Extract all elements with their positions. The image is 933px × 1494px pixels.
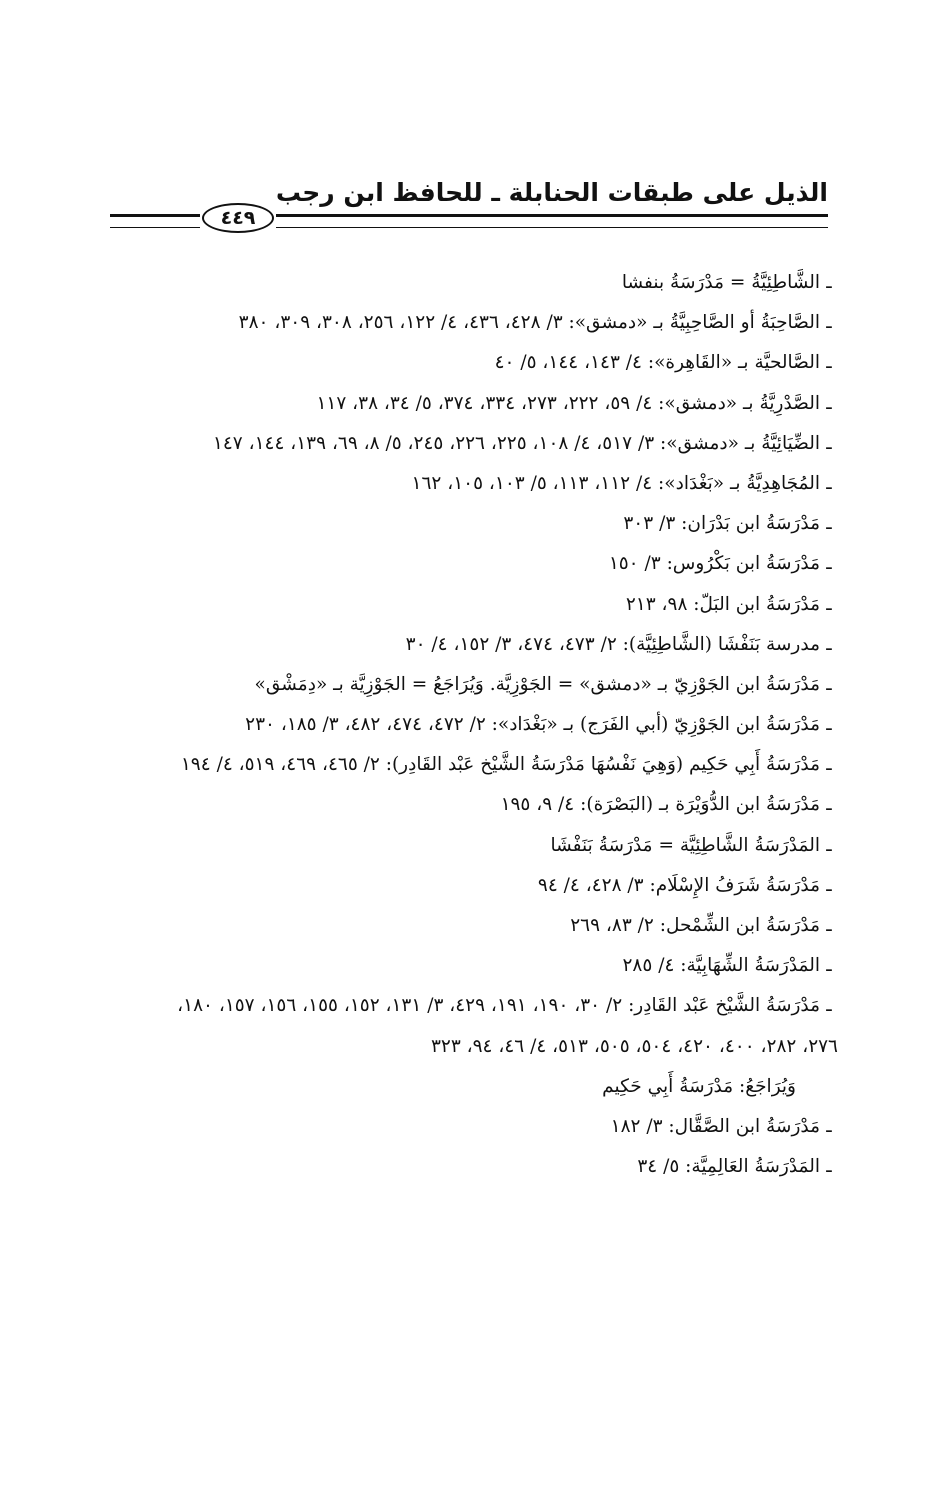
running-title: الذيل على طبقات الحنابلة ـ للحافظ ابن رجب xyxy=(275,178,828,207)
index-entry xyxy=(110,544,838,584)
entry-dash: ـ xyxy=(826,593,832,615)
entry-text: مَدْرَسَةُ ابن الجَوْزِيّ (أبي الفَرَج) بـ «بَغْدَاد»: ٢/ ٤٧٢، ٤٧٤، ٤٨٢، ٣/ ١٨٥، ٢٣٠ xyxy=(245,714,820,736)
entry-dash: ـ xyxy=(826,955,832,977)
entry-text: الصَّدْرِيَّةُ بـ «دمشق»: ٤/ ٥٩، ٢٢٢، ٢٧٣، ٣٣٤، ٣٧٤، ٥/ ٣٤، ٣٨، ١١٧ xyxy=(316,392,820,414)
entry-text: الصَّالحيَّة بـ «القَاهِرة»: ٤/ ١٤٣، ١٤٤، ٥/ ٤٠ xyxy=(494,352,820,374)
index-entry xyxy=(110,906,838,946)
entry-dash: ـ xyxy=(826,794,832,816)
index-entry xyxy=(110,504,838,544)
index-entry xyxy=(110,1147,838,1187)
entry-dash: ـ xyxy=(826,673,832,695)
entry-text: مَدْرَسَةُ أَبِي حَكِيم (وَهِيَ نَفْسُهَا مَدْرَسَةُ الشَّيْخ عَبْد القَادِر): ٢/ ٤٦٥، ٤٦٩، ٥١٩، ٤/ ١٩٤ xyxy=(180,754,820,776)
entry-text: مَدْرَسَةُ ابن الصَّقَّال: ٣/ ١٨٢ xyxy=(610,1115,820,1137)
entry-text: مَدْرَسَةُ شَرَفُ الإِسْلَام: ٣/ ٤٢٨، ٤/ ٩٤ xyxy=(537,874,820,896)
index-entries xyxy=(110,263,838,1187)
entry-text: ٢٧٦، ٢٨٢، ٤٠٠، ٤٢٠، ٥٠٤، ٥٠٥، ٥١٣، ٤/ ٤٦، ٩٤، ٣٢٣ xyxy=(430,1035,838,1057)
entry-dash: ـ xyxy=(826,312,832,334)
header-rule-left xyxy=(110,214,200,228)
entry-dash: ـ xyxy=(826,874,832,896)
index-entry xyxy=(110,343,838,383)
index-entry xyxy=(110,384,838,424)
entry-dash: ـ xyxy=(826,834,832,856)
index-entry xyxy=(110,1067,838,1107)
entry-dash: ـ xyxy=(826,995,832,1017)
entry-text: المَدْرَسَةُ الشَّاطِئِيَّة = مَدْرَسَةُ بَنَفْشَا xyxy=(550,834,820,856)
entry-dash: ـ xyxy=(826,1156,832,1178)
index-entry xyxy=(110,826,838,866)
entry-text: الضِّيَائِيَّةُ بـ «دمشق»: ٣/ ٥١٧، ٤/ ١٠٨، ٢٢٥، ٢٢٦، ٢٤٥، ٥/ ٨، ٦٩، ١٣٩، ١٤٤، ١٤٧ xyxy=(212,432,820,454)
index-entry xyxy=(110,585,838,625)
index-entry xyxy=(110,866,838,906)
page-number: ٤٤٩ xyxy=(202,203,274,233)
entry-dash: ـ xyxy=(826,513,832,535)
index-entry xyxy=(110,946,838,986)
entry-text: مَدْرَسَةُ ابن الشِّمْحل: ٢/ ٨٣، ٢٦٩ xyxy=(570,915,820,936)
entry-text: مَدْرَسَةُ ابن بَدْرَان: ٣/ ٣٠٣ xyxy=(623,513,820,535)
entry-text: المُجَاهِدِيَّةُ بـ «بَغْدَاد»: ٤/ ١١٢، ١١٣، ٥/ ١٠٣، ١٠٥، ١٦٢ xyxy=(411,472,820,494)
entry-dash: ـ xyxy=(826,432,832,454)
entry-text: مدرسة بَنَفْشَا (الشَّاطِئِيَّة): ٢/ ٤٧٣، ٤٧٤، ٣/ ١٥٢، ٤/ ٣٠ xyxy=(405,633,820,655)
entry-text: المَدْرَسَةُ الشِّهَابِيَّة: ٤/ ٢٨٥ xyxy=(622,955,820,977)
entry-text: مَدْرَسَةُ ابن الجَوْزِيّ بـ «دمشق» = الجَوْزِيَّة. وَيُرَاجَعُ = الجَوْزِيَّة بـ «دِمَشْق» xyxy=(254,673,820,695)
index-entry xyxy=(110,705,838,745)
index-entry xyxy=(110,1027,838,1067)
index-entry xyxy=(110,263,838,303)
index-entry xyxy=(110,625,838,665)
entry-dash: ـ xyxy=(826,754,832,776)
entry-dash: ـ xyxy=(826,392,832,414)
entry-text: مَدْرَسَةُ ابن الدُّوَيْرَة بـ (البَصْرَة): ٤/ ٩، ١٩٥ xyxy=(500,794,820,816)
entry-text: الصَّاحِبَةُ أو الصَّاحِبِيَّةُ بـ «دمشق»: ٣/ ٤٢٨، ٤٣٦، ٤/ ١٢٢، ٢٥٦، ٣٠٨، ٣٠٩، ٣٨٠ xyxy=(238,312,820,334)
header-rule-right xyxy=(276,214,828,228)
entry-text: الشَّاطِئِيَّةُ = مَدْرَسَةُ بنفشا xyxy=(621,272,820,293)
entry-text: مَدْرَسَةُ الشَّيْخ عَبْد القَادِر: ٢/ ٣٠، ١٩٠، ١٩١، ٤٢٩، ٣/ ١٣١، ١٥٢، ١٥٥، ١٥٦، ١٥٧، ١٨٠، xyxy=(177,995,820,1017)
index-entry xyxy=(110,665,838,705)
page-header xyxy=(110,168,828,240)
entry-dash: ـ xyxy=(826,633,832,655)
entry-text: مَدْرَسَةُ ابن بَكْرُوس: ٣/ ١٥٠ xyxy=(608,553,820,575)
entry-dash: ـ xyxy=(826,272,832,293)
index-entry xyxy=(110,986,838,1026)
entry-dash: ـ xyxy=(826,352,832,374)
entry-text: وَيُرَاجَعُ: مَدْرَسَةُ أَبِي حَكِيم xyxy=(602,1075,796,1097)
entry-dash: ـ xyxy=(826,714,832,736)
entry-text: مَدْرَسَةُ ابن البَلّ: ٩٨، ٢١٣ xyxy=(625,593,820,615)
entry-dash: ـ xyxy=(826,1115,832,1137)
entry-dash: ـ xyxy=(826,553,832,575)
index-entry xyxy=(110,303,838,343)
index-entry xyxy=(110,785,838,825)
entry-dash: ـ xyxy=(826,472,832,494)
entry-text: المَدْرَسَةُ العَالِمِيَّة: ٥/ ٣٤ xyxy=(637,1156,820,1178)
entry-dash: ـ xyxy=(826,915,832,936)
index-entry xyxy=(110,1107,838,1147)
index-entry xyxy=(110,424,838,464)
index-entry xyxy=(110,745,838,785)
index-entry xyxy=(110,464,838,504)
